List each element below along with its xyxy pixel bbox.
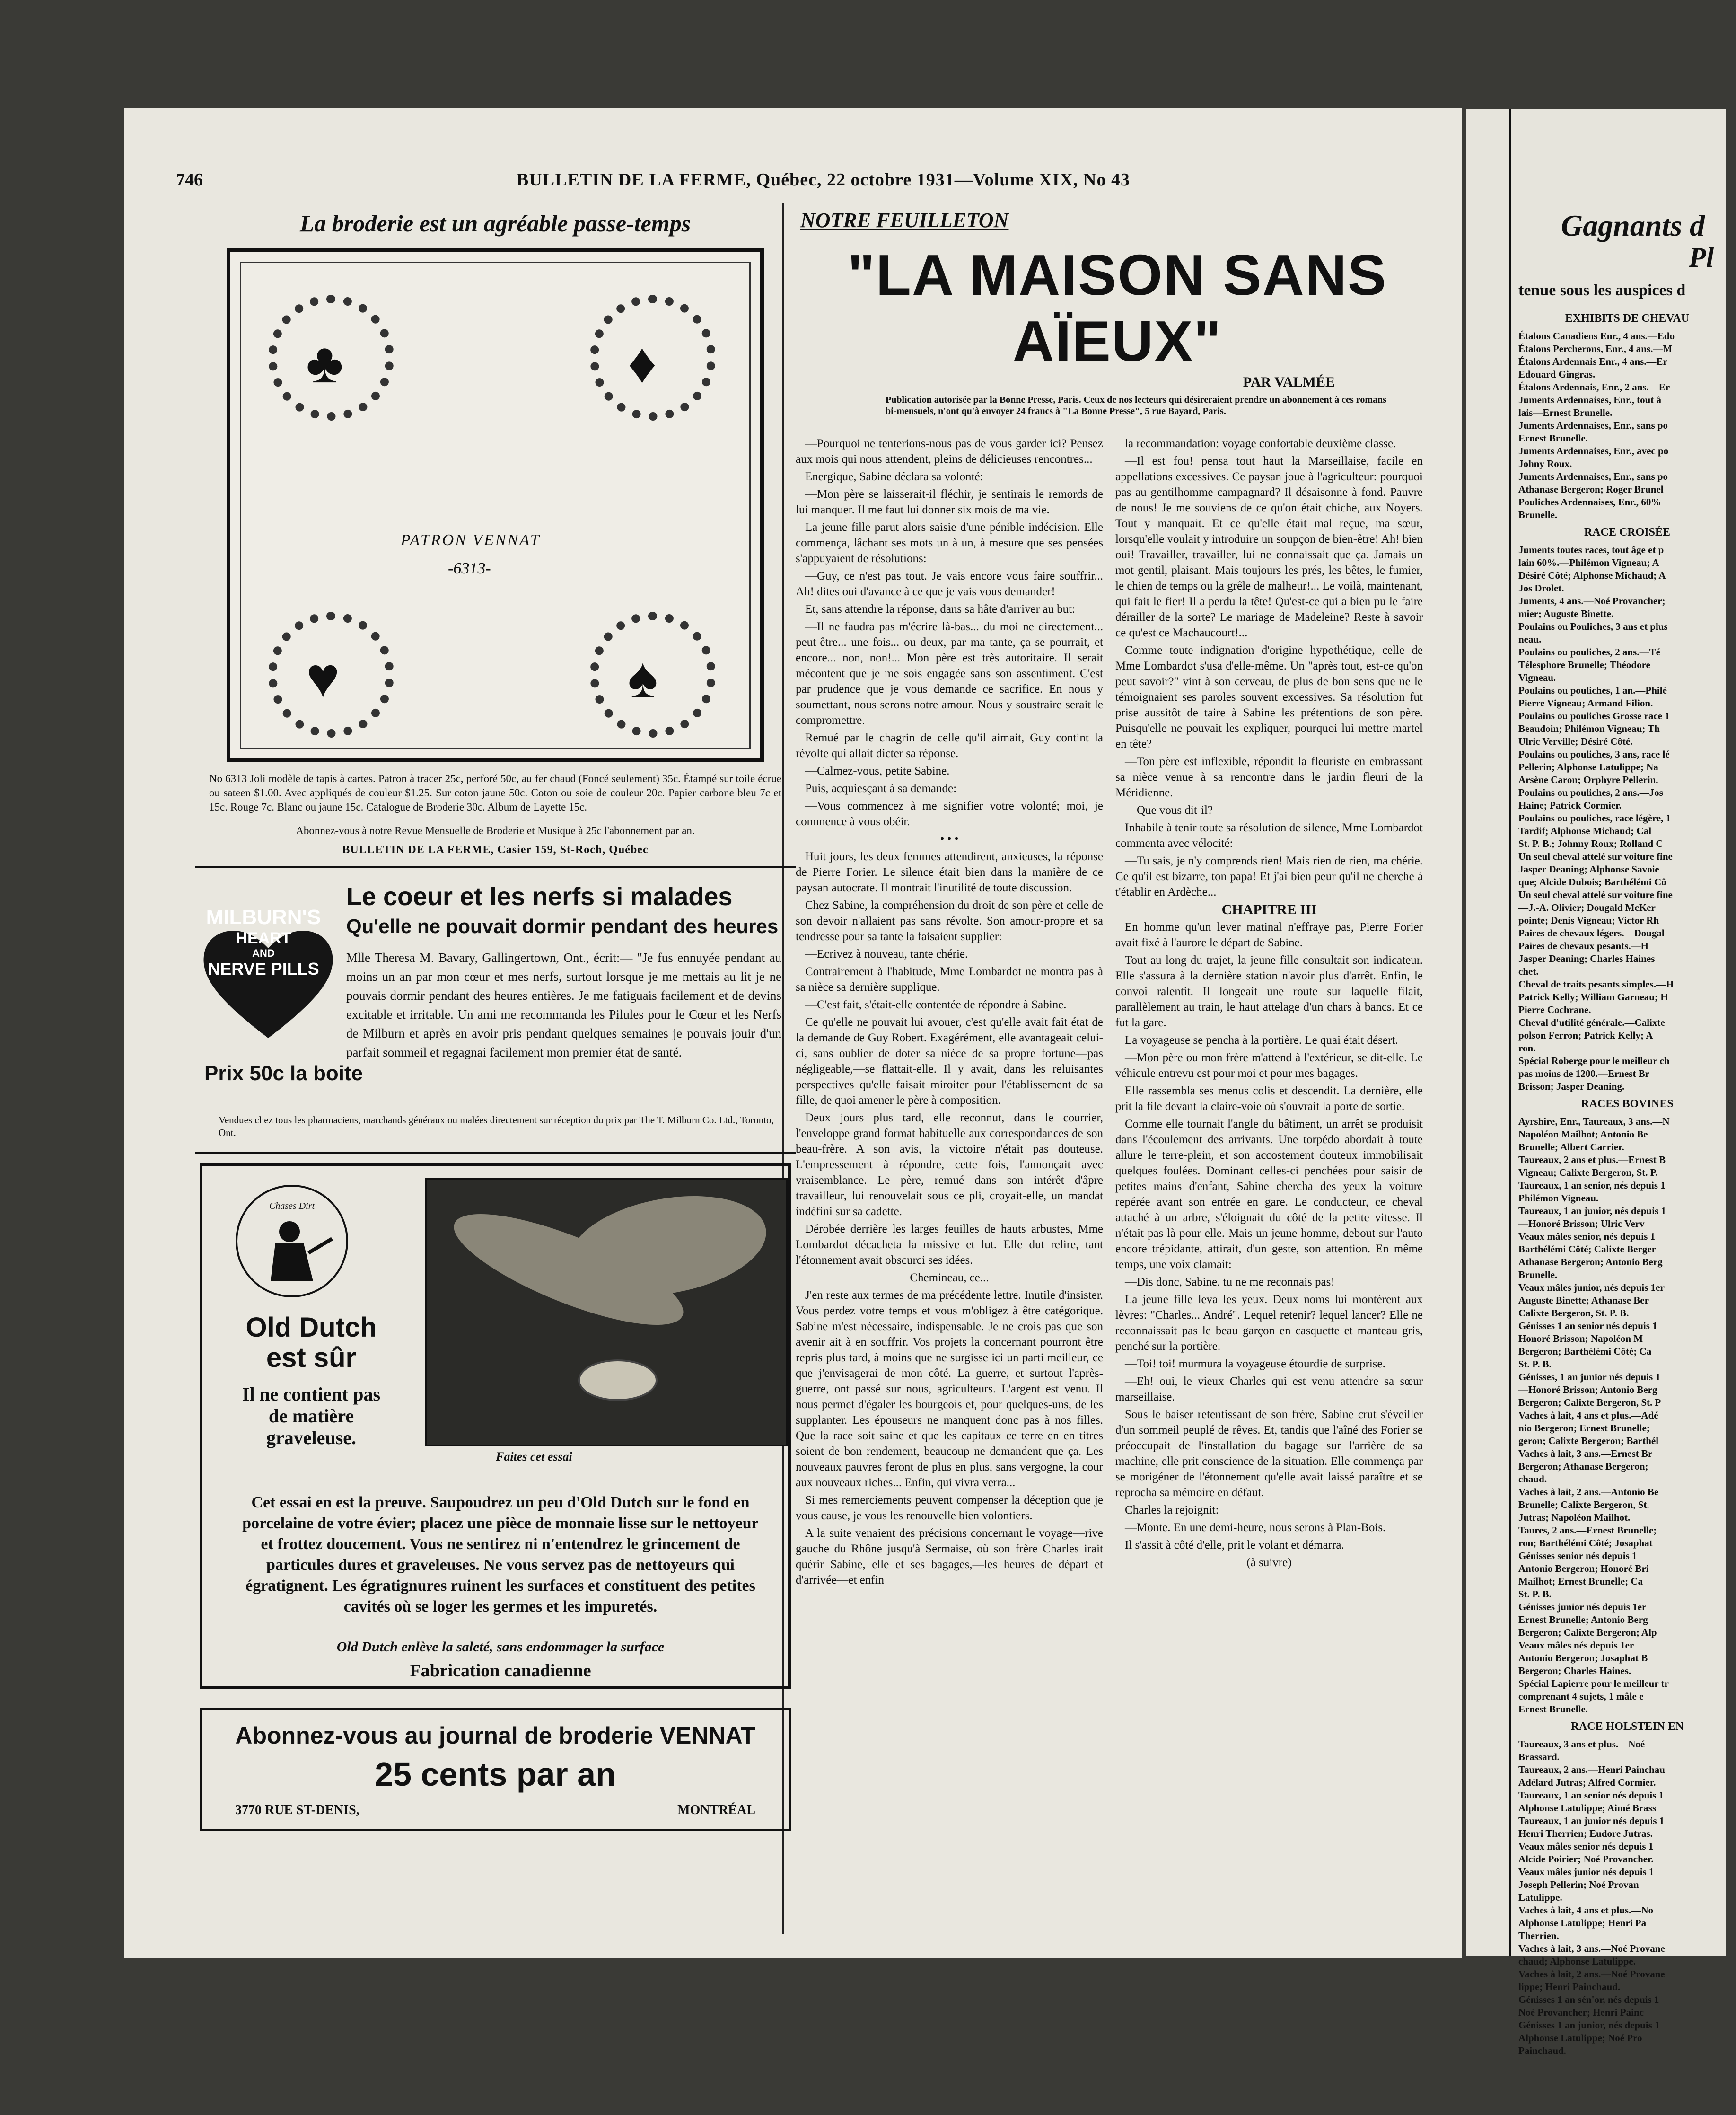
winners-list-item: Cheval d'utilité générale.—Calixte <box>1518 1017 1665 1028</box>
winners-list-item: Ulric Verville; Désiré Côté. <box>1518 736 1633 747</box>
winners-list-item: Alphonse Latulippe; Aimé Brass <box>1518 1802 1657 1814</box>
story-paragraph: Remué par le chagrin de celle qu'il aimait, Guy contint la révolte qui allait dicter sa réponse. <box>796 731 1103 760</box>
pattern-label: PATRON VENNAT <box>401 531 541 549</box>
old-dutch-advertisement <box>200 1163 791 1689</box>
winners-list-item: Poulains ou pouliches, 3 ans, race lé <box>1518 749 1670 760</box>
winners-list-item: —Honoré Brisson; Antonio Berg <box>1518 1384 1657 1395</box>
winners-list-item: Athanase Bergeron; Antonio Berg <box>1518 1256 1663 1268</box>
winners-list-item: Paires de chevaux légers.—Dougal <box>1518 927 1665 939</box>
vennat-price: 25 cents par an <box>375 1756 616 1793</box>
feuilleton-title: "LA MAISON SANS AÏEUX" <box>847 243 1387 373</box>
story-paragraph: Sous le baiser retentissant de son frère, Sabine crut s'éveiller d'un sommeil peuplé de rêves. Et, tandis que l'aîné des Forier se préoccupait de l'installation du bagage sur l'arrière de sa machine, elle prit conscience de la situation. Elle commença par se morigéner de l'étonnement qu'elle avait laissé paraître et se reprocha sa mémoire en défaut. <box>1115 1408 1423 1499</box>
dutch-girl-icon <box>237 1187 346 1295</box>
winners-list-item: nio Bergeron; Ernest Brunelle; <box>1518 1422 1650 1434</box>
winners-list-item: Poulains ou pouliches, 2 ans.—Jos <box>1518 787 1663 798</box>
milburn-subheadline: Qu'elle ne pouvait dormir pendant des heures <box>346 915 779 937</box>
winners-list-item: Honoré Brisson; Napoléon M <box>1518 1333 1643 1344</box>
winners-list-item: Génisses, 1 an junior nés depuis 1 <box>1518 1371 1661 1383</box>
winners-section-heading: RACE CROISÉE <box>1584 526 1671 538</box>
feuilleton-label: NOTRE FEUILLETON <box>800 209 1009 232</box>
winners-list-item: chaud; Alphonse Latulippe. <box>1518 1956 1636 1967</box>
feuilleton-author: PAR VALMÉE <box>1243 374 1335 390</box>
story-paragraph: La jeune fille parut alors saisie d'une pénible indécision. Elle commença, lâchant ses mots un à un, à mesure que ses pensées s'appuyaient de résolutions: <box>796 521 1103 565</box>
section-divider <box>195 866 796 868</box>
winners-list-item: St. P. B. <box>1518 1358 1552 1370</box>
winners-list-item: Haine; Patrick Cormier. <box>1518 800 1622 811</box>
story-paragraph: La jeune fille leva les yeux. Deux noms lui montèrent aux lèvres: "Charles... André". Lequel retenir? lequel lancer? Elle ne reconnaissait pas le beau garçon en casquette et manteau gris, penché sur la portière. <box>1115 1293 1423 1353</box>
heart-line-3: AND <box>252 947 275 959</box>
story-paragraph: —Que vous dit-il? <box>1125 804 1213 817</box>
story-paragraph: (à suivre) <box>1246 1556 1292 1569</box>
story-paragraph: —Monte. En une demi-heure, nous serons à Plan-Bois. <box>1125 1521 1386 1534</box>
story-paragraph: —Pourquoi ne tenterions-nous pas de vous garder ici? Pensez aux mois qui nous attendent, pleins de délicieuses rencontres... <box>796 437 1103 466</box>
coin-icon <box>578 1359 658 1401</box>
vennat-line-1: Abonnez-vous au journal de broderie VENNAT <box>235 1722 755 1749</box>
story-paragraph: Comme toute indignation d'origine hypothétique, celle de Mme Lombardot s'usa d'elle-même. Un "après tout, est-ce qu'on peut savoir?" vint à son cerveau, de plus de bon sens que ne le témoignaient ses paroles souvent excessives. Sa résolution fut prise aussitôt de taire à Sabine les prétentions de son père. Puisqu'elle ne pouvait les expliquer, pourquoi lui mettre martel en tête? <box>1115 644 1423 750</box>
story-paragraph: —Mon père se laisserait-il fléchir, je sentirais le remords de lui manquer. Il me faut lui donner six mois de ma vie. <box>796 488 1103 516</box>
winners-list-item: Génisses 1 an junior, nés depuis 1 <box>1518 2019 1660 2031</box>
story-paragraph: Chez Sabine, la compréhension du droit de son père et celle de son devoir n'allaient pas sans révolte. Son amour-propre et sa tendresse pour sa tante la faisaient supplier: <box>796 899 1103 943</box>
winners-list-item: mier; Auguste Binette. <box>1518 608 1614 619</box>
story-paragraph: Huit jours, les deux femmes attendirent, anxieuses, la réponse de Pierre Forier. Le silence était bien dans la manière de ce paysan autocrate. Il montrait l'inutilité de toute discussion. <box>796 850 1103 894</box>
photo-caption: Faites cet essai <box>496 1450 572 1463</box>
winners-list-item: Taureaux, 1 an junior, nés depuis 1 <box>1518 1205 1666 1216</box>
winners-list-item: Brassard. <box>1518 1751 1560 1762</box>
winners-list-item: pointe; Denis Vigneau; Victor Rh <box>1518 915 1659 926</box>
winners-list-item: Poulains ou pouliches, 1 an.—Philé <box>1518 685 1667 696</box>
winners-list-item: chet. <box>1518 966 1539 977</box>
story-paragraph: —Mon père ou mon frère m'attend à l'extérieur, se dit-elle. Le véhicule entrevu est pour moi et pour mes bagages. <box>1115 1051 1423 1080</box>
story-paragraph: —Toi! toi! murmura la voyageuse étourdie de surprise. <box>1125 1357 1385 1370</box>
vennat-city: MONTRÉAL <box>677 1803 755 1817</box>
left-column <box>195 205 796 1831</box>
winners-list-item: Poulains ou pouliches Grosse race 1 <box>1518 710 1670 722</box>
winners-list-item: Taureaux, 2 ans.—Henri Painchau <box>1518 1764 1665 1775</box>
story-paragraph: Deux jours plus tard, elle reconnut, dans le courrier, l'enveloppe grand format habituelle aux correspondances de son beau-frère. A son avis, la victoire n'était pas douteuse. L'empressement à répondre, cette fois, l'annonçait avec vraisemblance. Le père, remué dans son intérêt d'âpre travailleur, lui renouvelait sous ce pli, croyait-elle, un mandat indéfini sur sa cadette. <box>796 1111 1103 1218</box>
winners-list-item: Poulains ou Pouliches, 3 ans et plus <box>1518 621 1668 632</box>
pattern-description: No 6313 Joli modèle de tapis à cartes. Patron à tracer 25c, perforé 50c, au fer chaud (Foncé seulement) 35c. Étampé sur toile écrue ou sateen $1.00. Avec appliqués de couleur $1.25. Sur coton jaune 50c. Coton ou soie de couleur 20c. Papier carbone bleu 7c et 15c. Rouge 7c. Blanc ou jaune 15c. Catalogue de Broderie 30c. Album de Layette 15c. <box>209 773 781 813</box>
milburn-testimonial: Mlle Theresa M. Bavary, Gallingertown, Ont., écrit:— "Je fus ennuyée pendant au moins un an par mon cœur et mes nerfs, surtout lorsque je me mettais au lit je ne pouvais dormir pendant des heures entières. Je me fatiguais facilement et de devins excitable et irritable. Un ami me recommanda les Pilules pour le Cœur et les Nerfs de Milburn et après en avoir pris pendant quelques semaines je pouvais jouir d'un parfait sommeil et regagnai facilement mon premier état de santé. <box>346 951 781 1059</box>
winners-list-item: Étalons Ardennais Enr., 4 ans.—Er <box>1518 356 1667 367</box>
old-dutch-body: Cet essai en est la preuve. Saupoudrez un peu d'Old Dutch sur le fond en porcelaine de votre évier; placez une pièce de monnaie lisse sur le nettoyeur et frottez doucement. Vous ne sentirez ni n'entendrez le grincement de particules dures et graveleuses. Ne vous servez pas de nettoyeurs qui égratignent. Les égratignures ruinent les surfaces et constituent des petites cavités où se loger les germes et les impuretés. <box>242 1494 759 1615</box>
vennat-address: 3770 RUE ST-DENIS, <box>235 1803 359 1817</box>
winners-title-2: Pl <box>1689 242 1714 273</box>
winners-list-item: Alphonse Latulippe; Noé Pro <box>1518 2032 1642 2044</box>
winners-section-heading: RACE HOLSTEIN EN <box>1570 1720 1684 1733</box>
winners-list-item: Juments Ardennaises, Enr., tout â <box>1518 394 1662 405</box>
winners-list-item: Ayrshire, Enr., Taureaux, 3 ans.—N <box>1518 1116 1670 1127</box>
winners-list-item: Noé Provancher; Henri Painc <box>1518 2007 1644 2018</box>
winners-list-item: Joseph Pellerin; Noé Provan <box>1518 1879 1639 1890</box>
story-paragraph: —Calmez-vous, petite Sabine. <box>805 765 950 777</box>
story-paragraph: —C'est fait, s'était-elle contentée de répondre à Sabine. <box>805 998 1067 1011</box>
winners-list-item: Adélard Jutras; Alfred Cormier. <box>1518 1777 1656 1788</box>
winners-list-item: Taureaux, 1 an senior nés depuis 1 <box>1518 1789 1664 1801</box>
newspaper-page <box>124 108 1462 1958</box>
winners-list-item: Pierre Vigneau; Armand Filion. <box>1518 697 1653 709</box>
winners-list-item: Johny Roux. <box>1518 458 1572 469</box>
story-paragraph: —Il est fou! pensa tout haut la Marseillaise, facile en appellations excessives. Ce paysan joue à l'agriculteur: pourquoi pas au gentilhomme campagnard? Il désaisonne à fond. Pauvre de nous! Je me souviens de ce qu'on était chiche, aux Noyers. Tout y manquait. Et ce qu'elle était mal reçue, ma sœur, lorsqu'elle voulait y introduire un soupçon de bien-être! Ah! bien oui! Travailler, travailler, lui ne connaissait que ça. Jamais un mot gentil, plaisant. Mais toujours les prés, les bêtes, le fumier, le chien de temps ou la grêle de malheur!... Le voilà, maintenant, qui fait le fier! Il a perdu la tête! Qu'est-ce qui a bien pu le faire dérailler de la sorte? Le mariage de Madeleine? Reste à savoir ce qu'est ce Machaucourt!... <box>1115 455 1423 639</box>
winners-list-item: Alcide Poirier; Noé Provancher. <box>1518 1853 1654 1865</box>
winners-list-item: —J.-A. Olivier; Dougald McKer <box>1518 902 1656 913</box>
winners-list-item: Edouard Gingras. <box>1518 369 1596 380</box>
winners-list-item: Vaches à lait, 3 ans.—Ernest Br <box>1518 1448 1653 1459</box>
story-paragraph: Tout au long du trajet, la jeune fille consultait son indicateur. Elle s'assura à la dernière station n'avoir plus d'arrêt. Enfin, le convoi ralentit. Il longeait une route sur laquelle filait, parallèlement au train, le haut attelage d'un chars à bancs. Et ce fut la gare. <box>1115 954 1423 1029</box>
feuilleton-section <box>791 203 1444 1590</box>
winners-list-item: Athanase Bergeron; Roger Brunel <box>1518 484 1664 495</box>
vennat-advertisement <box>200 1708 791 1831</box>
winners-list-item: Henri Therrien; Eudore Jutras. <box>1518 1828 1653 1839</box>
story-paragraph: —Il ne faudra pas m'écrire là-bas... du moi ne directement... peut-être... une fois... ou deux, par ma tante, ça se pourrait, et encore... non, non!... Mon père est très autoritaire. Il serait mécontent que je me sois engagée sans son assentiment. C'est par prudence que je vous demande ce sacrifice. En nous y soumettant, nous serons notre amour. Nous y soustraire serait le compromettre. <box>796 620 1103 727</box>
story-column-2 <box>1115 436 1423 1590</box>
milburn-price: Prix 50c la boite <box>204 1062 363 1085</box>
embroidery-pattern-figure <box>227 248 764 762</box>
story-paragraph: En homme qu'un lever matinal n'effraye pas, Pierre Forier avait fixé à l'aurore le départ de Sabine. <box>1115 921 1423 949</box>
winners-list-item: lain 60%.—Philémon Vigneau; A <box>1518 557 1659 568</box>
winners-section-heading: RACES BOVINES <box>1581 1098 1674 1110</box>
winners-list-item: Barthélémi Côté; Calixte Berger <box>1518 1243 1656 1255</box>
story-paragraph: Et, sans attendre la réponse, dans sa hâte d'arriver au but: <box>805 603 1075 616</box>
winners-list-item: Vaches à lait, 2 ans.—Noé Provane <box>1518 1968 1665 1980</box>
winners-list-item: St. P. B. <box>1518 1588 1552 1600</box>
winners-subtitle: tenue sous les auspices d <box>1518 282 1686 299</box>
story-paragraph: CHAPITRE III <box>1221 902 1317 917</box>
story-paragraph: La voyageuse se pencha à la portière. Le quai était désert. <box>1125 1034 1398 1047</box>
winners-list-item: Alphonse Latulippe; Henri Pa <box>1518 1917 1647 1929</box>
page-header <box>176 169 1453 193</box>
winners-list-item: Vaches à lait, 3 ans.—Noé Provane <box>1518 1943 1665 1954</box>
masthead: BULLETIN DE LA FERME, Québec, 22 octobre 1931—Volume XIX, No 43 <box>517 170 1130 190</box>
winners-list-item: Brisson; Jasper Deaning. <box>1518 1081 1625 1092</box>
winners-list-item: Bergeron; Charles Haines. <box>1518 1665 1631 1676</box>
story-paragraph: J'en reste aux termes de ma précédente lettre. Inutile d'insister. Vous perdez votre temps et vous m'obligez à être catégorique. Sabine m'est nécessaire, indispensable. Je ne crois pas que son avenir ait à en souffrir. Vos projets la concernant pourront être repris plus tard, à moins que ne surgisse ici un parti meilleur, ce que j'envisagerai de mon côté. La guerre, et surtout l'après-guerre, ont passé sur nous, agriculteurs. L'argent est venu. Il nous permet d'égaler les bourgeois et, pour quelques-uns, de les supplanter. Les épouseurs ne manquent donc pas à nos filles. Que la race soit saine et que les capitaux ce terre en en titres soient de bon rendement, beaucoup ne demandent que ça. Les nouveaux pauvres feront de plus en plus, sans vergogne, la cour aux nouveaux riches... Enfin, qui vivra verra... <box>796 1289 1103 1489</box>
winners-title: Gagnants d <box>1561 209 1705 242</box>
winners-list-item: Latulippe. <box>1518 1892 1562 1903</box>
winners-list-item: Taureaux, 1 an junior nés depuis 1 <box>1518 1815 1665 1826</box>
winners-list-item: Brunelle. <box>1518 1269 1558 1280</box>
story-paragraph: —Vous commencez à me signifier votre volonté; moi, je commence à vous obéir. <box>796 800 1103 828</box>
old-dutch-fabrication: Fabrication canadienne <box>410 1661 591 1681</box>
broderie-address: BULLETIN DE LA FERME, Casier 159, St-Roch, Québec <box>342 844 649 856</box>
winners-list-item: neau. <box>1518 634 1542 645</box>
winners-list-item: Juments Ardennaises, Enr., sans po <box>1518 471 1668 482</box>
winners-list-item: Veaux mâles junior, nés depuis 1er <box>1518 1282 1665 1293</box>
old-dutch-subtitle: Il ne contient pas de matière graveleuse. <box>242 1384 381 1448</box>
winners-list-item: Juments Ardennaises, Enr., sans po <box>1518 420 1668 431</box>
winners-list-item: Calixte Bergeron, St. P. B. <box>1518 1307 1629 1319</box>
winners-list-item: Auguste Binette; Athanase Ber <box>1518 1295 1649 1306</box>
section-divider <box>195 1152 796 1154</box>
heart-line-4: NERVE PILLS <box>208 959 319 978</box>
winners-list-item: Télesphore Brunelle; Théodore <box>1518 659 1650 670</box>
story-paragraph: Charles la rejoignit: <box>1125 1504 1219 1516</box>
milburn-advertisement <box>195 877 796 1142</box>
winners-list-item: ron. <box>1518 1042 1536 1054</box>
winners-list-item: Vigneau; Calixte Bergeron, St. P. <box>1518 1167 1658 1178</box>
story-paragraph: Il s'assit à côté d'elle, prit le volant et démarra. <box>1125 1539 1344 1551</box>
winners-list-item: Ernest Brunelle. <box>1518 1703 1588 1715</box>
winners-list-item: Taures, 2 ans.—Ernest Brunelle; <box>1518 1525 1657 1536</box>
winners-list-item: ron; Barthélémi Côté; Josaphat <box>1518 1537 1653 1549</box>
story-paragraph: Energique, Sabine déclara sa volonté: <box>805 470 983 483</box>
subscription-note: Abonnez-vous à notre Revue Mensuelle de Broderie et Musique à 25c l'abonnement par an. <box>296 825 695 837</box>
winners-list-item: Pellerin; Alphonse Latulippe; Na <box>1518 761 1658 773</box>
winners-list-item: Vaches à lait, 4 ans et plus.—No <box>1518 1904 1654 1916</box>
winners-section-heading: EXHIBITS DE CHEVAU <box>1565 312 1690 325</box>
winners-list-item: Veaux mâles junior nés depuis 1 <box>1518 1866 1654 1877</box>
story-columns <box>791 436 1444 1590</box>
heart-suit-icon: ♥ <box>306 646 340 709</box>
winners-list-item: —Honoré Brisson; Ulric Verv <box>1518 1218 1645 1229</box>
winners-list-item: lippe; Henri Painchaud. <box>1518 1981 1621 1992</box>
winners-list-item: Un seul cheval attelé sur voiture fine <box>1518 889 1673 900</box>
winners-list-item: Cheval de traits pesants simples.—H <box>1518 978 1674 990</box>
story-paragraph: A la suite venaient des précisions concernant le voyage—rive gauche du Rhône jusqu'à Sermaise, où son frère Charles irait quérir Sabine, elle et ses bagages,—les heures de départ et d'arrivée—et enfin <box>796 1527 1103 1586</box>
winners-list-item: Bergeron; Athanase Bergeron; <box>1518 1461 1648 1472</box>
winners-list-item: Jutras; Napoléon Mailhot. <box>1518 1512 1631 1523</box>
winners-list-item: Therrien. <box>1518 1930 1559 1941</box>
story-paragraph: —Eh! oui, le vieux Charles qui est venu attendre sa sœur marseillaise. <box>1115 1375 1423 1403</box>
winners-list-item: Mailhot; Ernest Brunelle; Ca <box>1518 1576 1643 1587</box>
story-paragraph: • • • <box>940 833 959 846</box>
club-suit-icon: ♣ <box>306 332 343 395</box>
milburn-headline: Le coeur et les nerfs si malades <box>346 882 733 911</box>
hand-coin-photo <box>425 1178 788 1446</box>
winners-list-item: Pierre Cochrane. <box>1518 1004 1591 1015</box>
spade-suit-icon: ♠ <box>628 646 658 709</box>
winners-list-item: Brunelle. <box>1518 509 1558 520</box>
logo-text: Chases Dirt <box>269 1201 315 1211</box>
winners-list-item: Patrick Kelly; William Garneau; H <box>1518 991 1668 1003</box>
heart-line-1: MILBURN'S <box>206 906 321 929</box>
story-paragraph: Comme elle tournait l'angle du bâtiment, un arrêt se produisit dans l'écoulement des arrivants. Une torpédo abordait à toute allure le terre-plein, et son accostement douteux immobilisait quelques foulées. Dominant celles-ci penchées pour saisir de petites mains d'enfant, Sabine chercha des yeux la voiture repérée avant son entrée en gare. Le conducteur, ce cheval attaché à un arbre, s'éloignait du côté de la petite vitesse. Il n'était pas là pour elle. Mais un jeune homme, debout sur l'auto encore trépidante, attirait, d'un geste, son attention. En même temps, une voix clamait: <box>1115 1118 1423 1271</box>
winners-list-item: Bergeron; Calixte Bergeron, St. P <box>1518 1397 1661 1408</box>
winners-list-item: Étalons Canadiens Enr., 4 ans.—Edo <box>1518 330 1675 342</box>
heart-logo-text <box>195 906 332 978</box>
diamond-suit-icon: ♦ <box>628 332 657 395</box>
winners-list-item: pas moins de 1200.—Ernest Br <box>1518 1068 1650 1079</box>
winners-list-item: Génisses senior nés depuis 1 <box>1518 1550 1637 1561</box>
winners-list-item: Arsène Caron; Orphyre Pellerin. <box>1518 774 1658 785</box>
page-edge-rule <box>1509 109 1511 1956</box>
story-paragraph: —Ecrivez à nouveau, tante chérie. <box>805 948 968 961</box>
winners-list-item: Jasper Deaning; Charles Haines <box>1518 953 1655 964</box>
winners-list-item: Génisses 1 an sén'or, nés depuis 1 <box>1518 1994 1659 2005</box>
winners-list-item: Ernest Brunelle; Antonio Berg <box>1518 1614 1648 1625</box>
winners-list-item: Étalons Percherons, Enr., 4 ans.—M <box>1518 343 1673 354</box>
winners-list-item: Spécial Roberge pour le meilleur ch <box>1518 1055 1670 1066</box>
winners-list-item: Spécial Lapierre pour le meilleur tr <box>1518 1678 1669 1689</box>
winners-list-item: Taureaux, 2 ans et plus.—Ernest B <box>1518 1154 1666 1165</box>
winners-list-item: Bergeron; Calixte Bergeron; Alp <box>1518 1627 1657 1638</box>
winners-list-item: Napoléon Mailhot; Antonio Be <box>1518 1128 1648 1140</box>
story-paragraph: —Tu sais, je n'y comprends rien! Mais rien de rien, ma chérie. Ce qu'il est bizarre, ton papa! Et j'ai bien peur qu'il ne cherche à t'établir en Ardèche... <box>1115 855 1423 899</box>
winners-list-item: Painchaud. <box>1518 2045 1566 2056</box>
winners-list-item: Brunelle; Albert Carrier. <box>1518 1141 1624 1153</box>
story-paragraph: Elle rassembla ses menus colis et descendit. La dernière, elle prit la file devant la claire-voie où s'ouvrait la porte de sortie. <box>1115 1084 1423 1113</box>
winners-list-item: Pouliches Ardennaises, Enr., 60% <box>1518 496 1661 508</box>
story-paragraph: la recommandation: voyage confortable deuxième classe. <box>1125 437 1396 450</box>
story-paragraph: Si mes remerciements peuvent compenser la déception que je vous cause, je vous les renouvelle bien volontiers. <box>796 1494 1103 1522</box>
story-paragraph: —Ton père est inflexible, répondit la fleuriste en embrassant sa nièce venue à sa rencontre dans le jardin fleuri de la Méridienne. <box>1115 755 1423 799</box>
winners-list-item: Vigneau. <box>1518 672 1556 683</box>
winners-list-item: Un seul cheval attelé sur voiture fine <box>1518 851 1673 862</box>
winners-list-item: Vaches à lait, 4 ans et plus.—Adé <box>1518 1410 1658 1421</box>
milburn-footer: Vendues chez tous les pharmaciens, marchands généraux ou malées directement sur réception du prix par The T. Milburn Co. Ltd., Toronto, Ont. <box>219 1114 774 1138</box>
winners-list-item: Poulains ou pouliches, 2 ans.—Té <box>1518 646 1660 658</box>
winners-list-item: que; Alcide Dubois; Barthélémi Cô <box>1518 876 1666 888</box>
winners-list-item: Antonio Bergeron; Honoré Bri <box>1518 1563 1649 1574</box>
winners-list-item: Génisses 1 an senior nés depuis 1 <box>1518 1320 1657 1331</box>
winners-list-item: Ernest Brunelle. <box>1518 432 1588 444</box>
story-paragraph: Ce qu'elle ne pouvait lui avouer, c'est qu'elle avait fait état de la demande de Guy Robert. Exagérément, elle avantageait celui-ci, sans oublier de doter sa nièce de sa propre fortune—pas négligeable,—se flattait-elle. Il y avait, dans les reluisantes perspectives qu'elle faisait miroiter pour l'établissement de sa fille, de quoi amener le père à composition. <box>796 1016 1103 1107</box>
winners-list-item: Juments toutes races, tout âge et p <box>1518 544 1664 555</box>
page-number: 746 <box>176 170 203 190</box>
winners-list <box>1518 308 1736 2057</box>
story-paragraph: Chemineau, ce... <box>910 1271 989 1284</box>
winners-list-item: Poulains ou pouliches, race légère, 1 <box>1518 812 1671 824</box>
old-dutch-logo-icon <box>236 1185 348 1297</box>
winners-list-item: Juments Ardennaises, Enr., avec po <box>1518 445 1669 457</box>
winners-list-item: comprenant 4 sujets, 1 mâle e <box>1518 1691 1644 1702</box>
winners-list-item: Paires de chevaux pesants.—H <box>1518 940 1648 952</box>
winners-list-item: Taureaux, 1 an senior, nés depuis 1 <box>1518 1180 1666 1191</box>
winners-list-item: Génisses junior nés depuis 1er <box>1518 1601 1647 1613</box>
winners-list-item: geron; Calixte Bergeron; Barthél <box>1518 1435 1659 1446</box>
winners-list-item: Juments, 4 ans.—Noé Provancher; <box>1518 595 1666 607</box>
story-paragraph: —Guy, ce n'est pas tout. Je vais encore vous faire souffrir... Ah! dites oui d'avance à ce que je vais vous demander! <box>796 570 1103 598</box>
winners-list-item: Brunelle; Calixte Bergeron, St. <box>1518 1499 1649 1510</box>
winners-list-item: Veaux mâles senior nés depuis 1 <box>1518 1841 1654 1852</box>
winners-list-item: chaud. <box>1518 1473 1547 1485</box>
story-paragraph: Dérobée derrière les larges feuilles de hauts arbustes, Mme Lombardot décacheta la missive et lut. Elle dut relire, tant l'étonnement avait obscurci ses idées. <box>796 1223 1103 1267</box>
story-paragraph: —Dis donc, Sabine, tu ne me reconnais pas! <box>1125 1276 1335 1288</box>
winners-list-item: Désiré Côté; Alphonse Michaud; A <box>1518 570 1666 581</box>
pattern-number: -6313- <box>448 560 491 577</box>
winners-list-item: Bergeron; Barthélémi Côté; Ca <box>1518 1346 1652 1357</box>
winners-list-item: Jos Drolet. <box>1518 582 1564 594</box>
winners-list-item: polson Ferron; Patrick Kelly; A <box>1518 1030 1653 1041</box>
story-paragraph: Inhabile à tenir toute sa résolution de silence, Mme Lombardot commenta avec vélocité: <box>1115 821 1423 850</box>
winners-list-item: St. P. B.; Johnny Roux; Rolland C <box>1518 838 1663 849</box>
story-paragraph: Puis, acquiesçant à sa demande: <box>805 782 957 795</box>
winners-list-item: Veaux mâles senior, nés depuis 1 <box>1518 1231 1655 1242</box>
winners-list-item: Antonio Bergeron; Josaphat B <box>1518 1652 1648 1664</box>
old-dutch-slogan: Old Dutch enlève la saleté, sans endommager la surface <box>336 1639 665 1655</box>
winners-list-item: Jasper Deaning; Alphonse Savoie <box>1518 864 1659 875</box>
winners-list-item: Beaudoin; Philémon Vigneau; Th <box>1518 723 1660 734</box>
publication-note: Publication autorisée par la Bonne Presse, Paris. Ceux de nos lecteurs qui désireraient prendre un abonnement à ces romans bi-mensuels, n'ont qu'à envoyer 24 francs à "La Bonne Presse", 5 rue Bayard, Paris. <box>886 395 1386 416</box>
winners-list-item: Veaux mâles nés depuis 1er <box>1518 1639 1634 1651</box>
story-column-1 <box>796 436 1103 1590</box>
story-paragraph: Contrairement à l'habitude, Mme Lombardot ne montra pas à sa nièce sa dernière supplique. <box>796 965 1103 994</box>
adjacent-page <box>1466 109 1726 2056</box>
winners-list-item: Vaches à lait, 2 ans.—Antonio Be <box>1518 1486 1659 1498</box>
winners-list-item: Étalons Ardennais, Enr., 2 ans.—Er <box>1518 381 1670 393</box>
heart-line-2: HEART <box>236 929 291 947</box>
winners-list-item: Tardif; Alphonse Michaud; Cal <box>1518 825 1652 837</box>
winners-list-item: Taureaux, 3 ans et plus.—Noé <box>1518 1738 1645 1750</box>
winners-list-item: Philémon Vigneau. <box>1518 1192 1599 1204</box>
old-dutch-name: Old Dutch est sûr <box>245 1312 377 1373</box>
winners-list-item: lais—Ernest Brunelle. <box>1518 407 1613 418</box>
broderie-title: La broderie est un agréable passe-temps <box>299 210 691 237</box>
